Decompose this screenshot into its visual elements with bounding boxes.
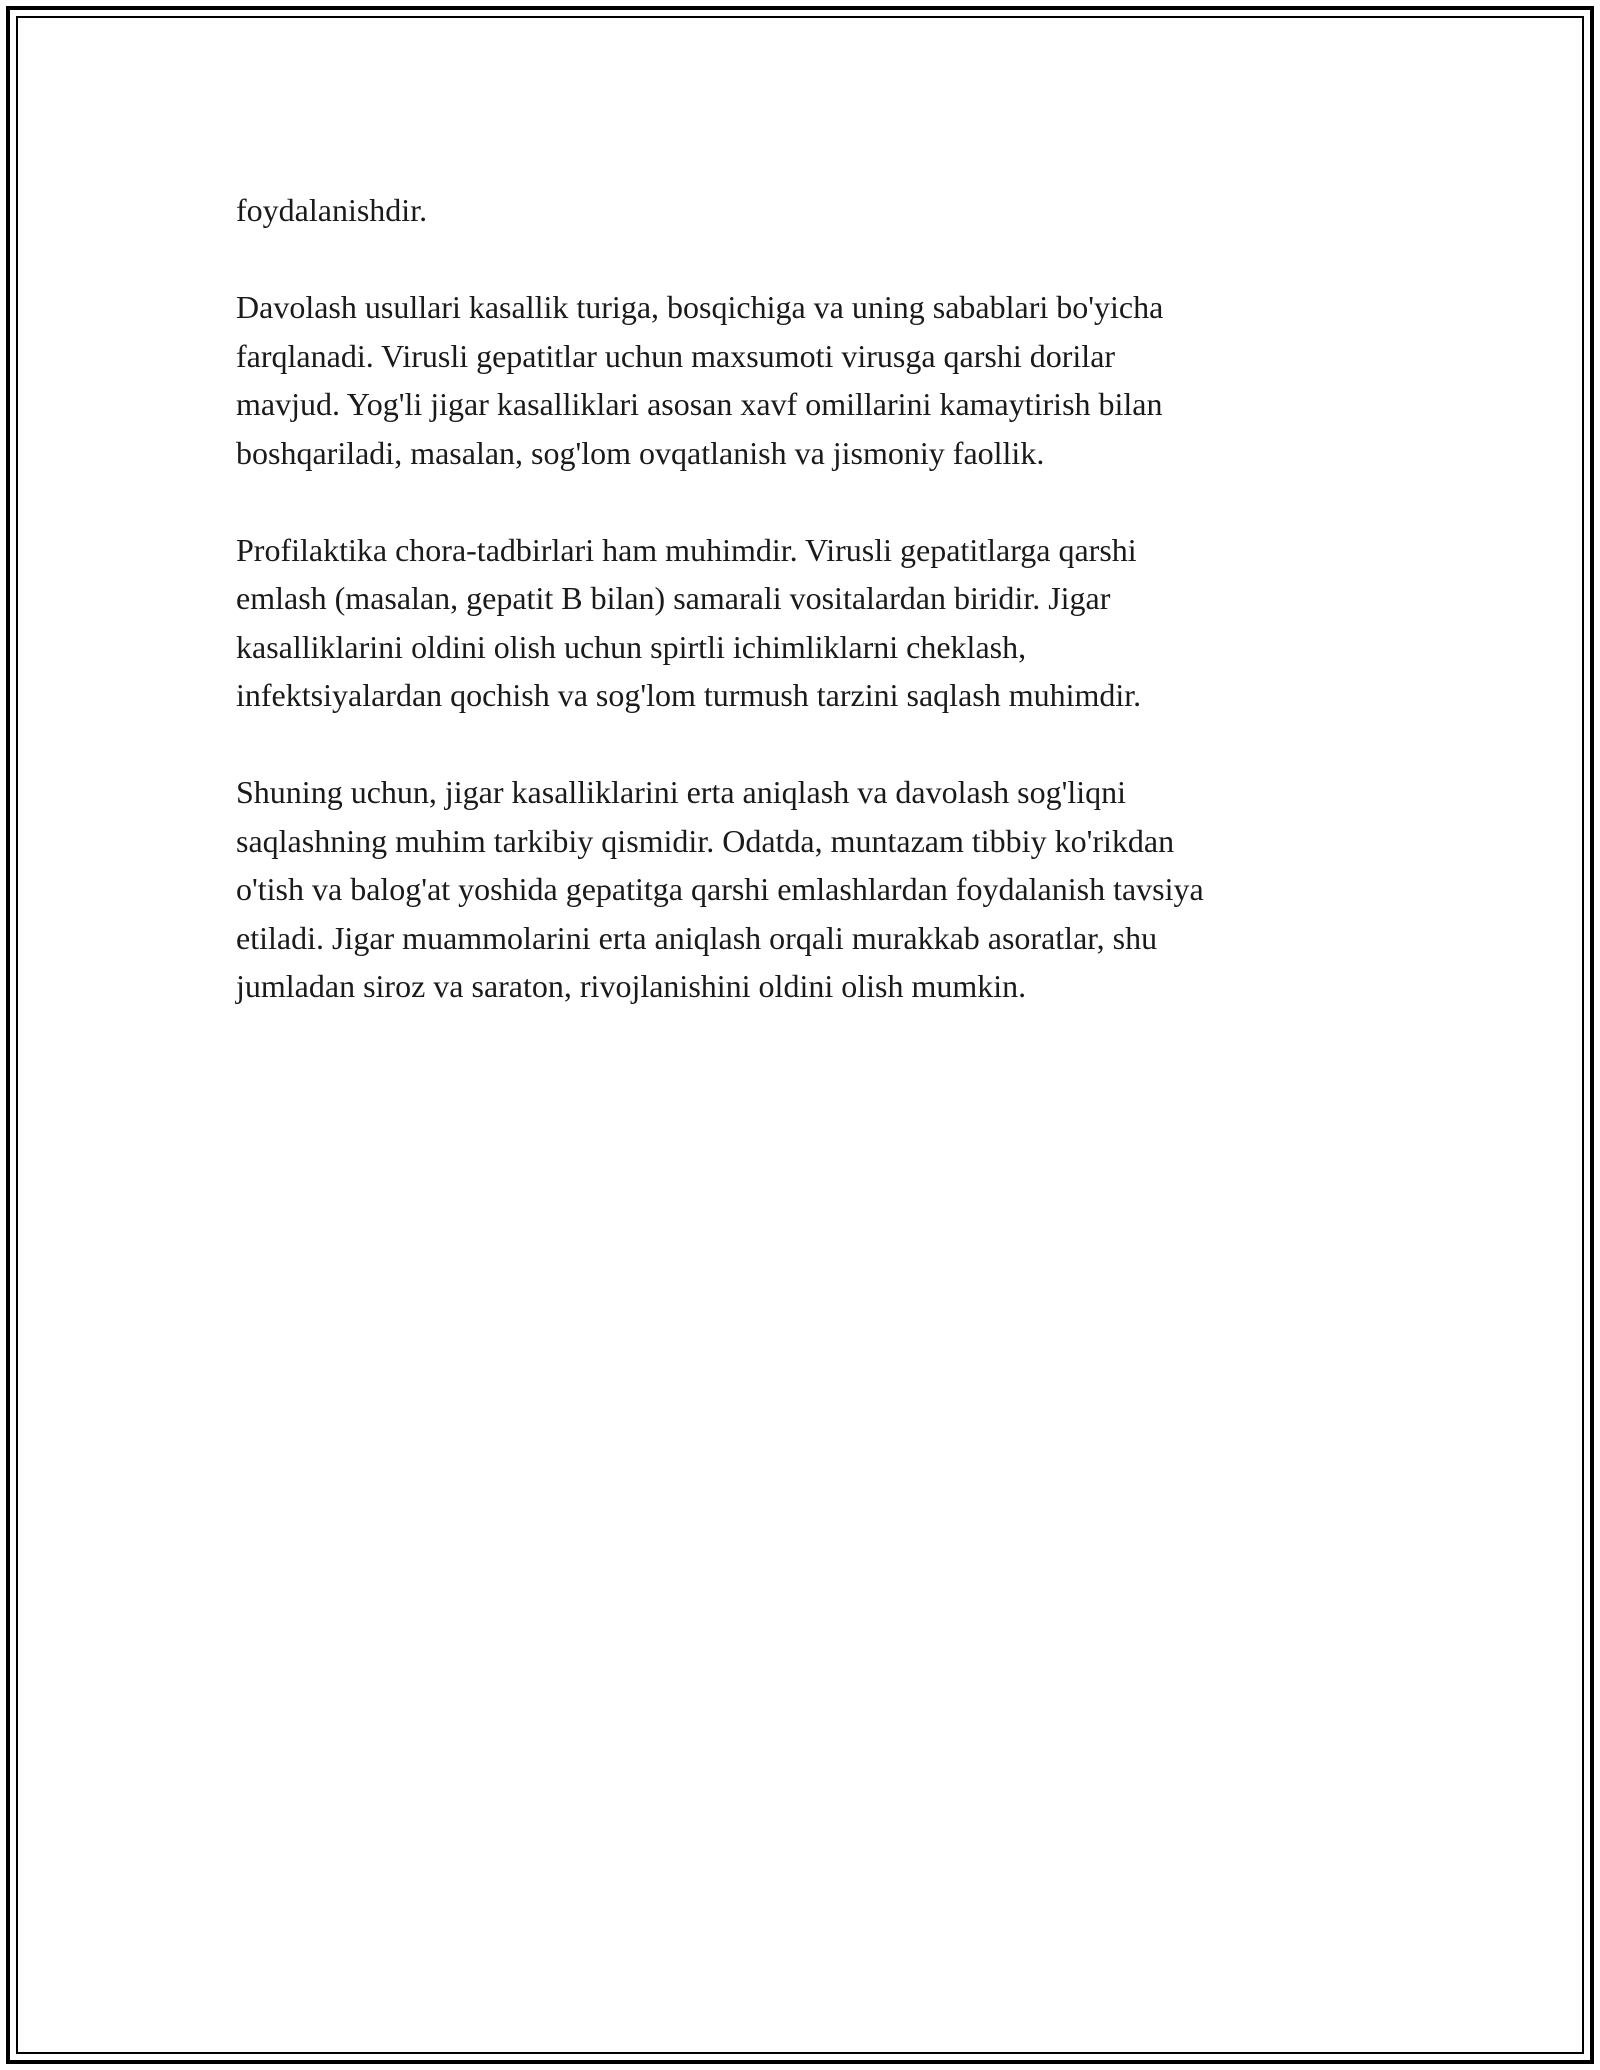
text-line: infektsiyalardan qochish va sog'lom turmush tarzini saqlash muhimdir. <box>236 677 1142 713</box>
text-line: Shuning uchun, jigar kasalliklarini erta aniqlash va davolash sog'liqni <box>236 774 1127 810</box>
text-line: emlash (masalan, gepatit B bilan) samarali vositalardan biridir. Jigar <box>236 580 1111 616</box>
text-line: farqlanadi. Virusli gepatitlar uchun maxsumoti virusga qarshi dorilar <box>236 337 1116 374</box>
text-line: boshqariladi, masalan, sog'lom ovqatlanish va jismoniy faollik. <box>236 434 1045 471</box>
text-line: Davolash usullari kasallik turiga, bosqichiga va uning sabablari bo'yicha <box>236 289 1164 325</box>
paragraph-2 <box>236 283 1366 477</box>
text-line: saqlashning muhim tarkibiy qismidir. Odatda, muntazam tibbiy ko'rikdan <box>236 822 1175 859</box>
text-line: etiladi. Jigar muammolarini erta aniqlash orqali murakkab asoratlar, shu <box>236 919 1158 956</box>
paragraph-4 <box>236 768 1366 1011</box>
document-body <box>236 186 1366 1059</box>
text-line: foydalanishdir. <box>236 192 428 228</box>
text-line: o'tish va balog'at yoshida gepatitga qarshi emlashlardan foydalanish tavsiya <box>236 871 1204 907</box>
text-line: jumladan siroz va saraton, rivojlanishini oldini olish mumkin. <box>236 968 1027 1004</box>
text-line: Profilaktika chora-tadbirlari ham muhimdir. Virusli gepatitlarga qarshi <box>236 531 1137 568</box>
text-line: mavjud. Yog'li jigar kasalliklari asosan xavf omillarini kamaytirish bilan <box>236 386 1163 422</box>
text-line: kasalliklarini oldini olish uchun spirtli ichimliklarni cheklash, <box>236 628 1027 665</box>
paragraph-3 <box>236 526 1366 720</box>
paragraph-1 <box>236 186 1366 235</box>
